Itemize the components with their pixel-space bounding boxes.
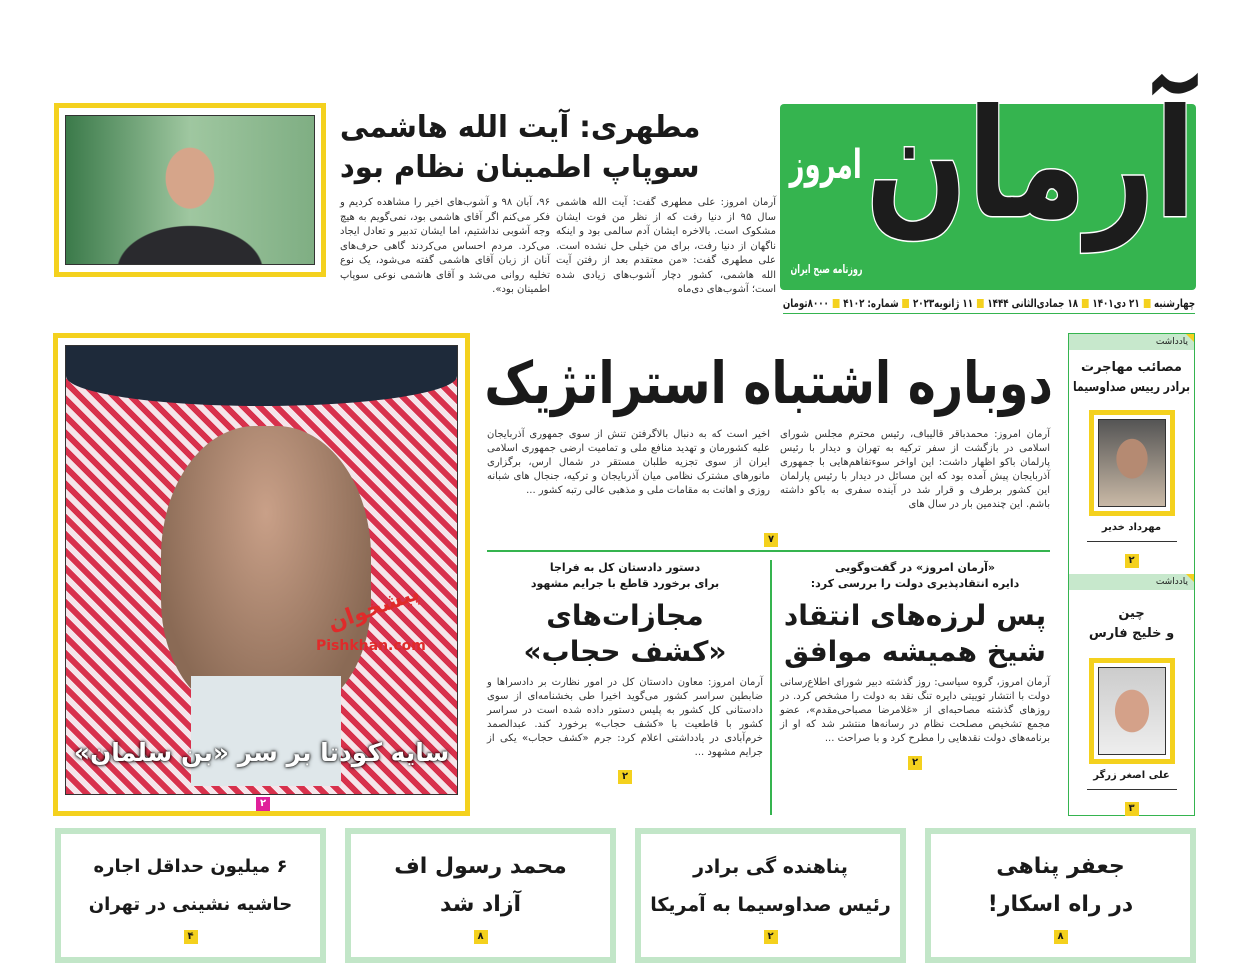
opinion-title: مصائب مهاجرت xyxy=(1081,360,1182,375)
masthead-tagline: روزنامه صبح ایران xyxy=(789,262,863,276)
bottom-story-panahi[interactable] xyxy=(925,828,1196,963)
author-photo-frame xyxy=(1089,658,1175,764)
author-name: علی اصغر زرگر xyxy=(1093,770,1170,781)
author-photo xyxy=(1098,667,1166,755)
bottom-story-rasoulof[interactable] xyxy=(345,828,616,963)
opinion-title: و خلیج فارس xyxy=(1088,626,1175,641)
bottom-headline: آزاد شد xyxy=(439,892,522,917)
issue-number: شماره: ۴۱۰۲ xyxy=(843,296,899,310)
page-badge: ۷ xyxy=(764,533,778,547)
top-story-photo[interactable] xyxy=(65,115,315,265)
page-badge: ۲ xyxy=(256,797,270,811)
date-hijri: ۱۸ جمادی‌الثانی ۱۴۴۴ xyxy=(987,296,1079,310)
date-gregorian: ۱۱ ژانویه۲۰۲۳ xyxy=(912,296,974,310)
page-badge: ۲ xyxy=(908,756,922,770)
story-headline: «کشف حجاب» xyxy=(523,635,727,668)
masthead-logo-sub: امروز xyxy=(789,142,863,188)
watermark-url: Pishkhan.com xyxy=(316,638,426,654)
bottom-story-rent[interactable] xyxy=(55,828,326,963)
price: ۸۰۰۰تومان xyxy=(782,296,829,310)
bottom-headline: محمد رسول اف xyxy=(394,854,567,879)
main-photo-frame xyxy=(53,333,470,816)
page-badge: ۳ xyxy=(1125,802,1139,816)
page-badge: ۸ xyxy=(474,930,488,944)
story-headline: مجازات‌های xyxy=(546,599,704,632)
story-kicker: «آرمان امروز» در گفت‌وگویی xyxy=(834,561,996,574)
lead-col-right: آرمان امروز: محمدباقر قالیباف، رئیس محترم مجلس شورای اسلامی در بازگشت از سفر ترکیه به تهران و دیدار با رئیس پارلمان باکو اظهار داشت: این اواخر سوءتفاهم‌هایی با جمهوری آذربایجان پیش آمده بود که این مسائل در دیدار با رئیس پارلمان این کشور برطرف و قرار شد در آینده سفری به باکو داشته باشم. این چندمین بار در سال های xyxy=(780,429,1050,510)
story-kicker: دایره انتقادپذیری دولت را بررسی کرد: xyxy=(810,577,1020,590)
opinion-title: چین xyxy=(1118,606,1145,621)
page-badge: ۸ xyxy=(1054,930,1068,944)
story-kicker: دستور دادستان کل به فراجا xyxy=(549,561,701,574)
author-photo-frame xyxy=(1089,410,1175,516)
bottom-story-asylum[interactable] xyxy=(635,828,906,963)
page-badge: ۲ xyxy=(764,930,778,944)
opinion-item[interactable] xyxy=(1069,574,1194,816)
main-photo[interactable] xyxy=(65,345,458,795)
author-name: مهرداد خدیر xyxy=(1101,522,1162,533)
main-photo-caption[interactable]: سایه کودتا بر سر «بن سلمان» xyxy=(73,738,450,767)
bottom-headline: ۶ میلیون حداقل اجاره xyxy=(93,856,288,877)
story-body: آرمان امروز: معاون دادستان کل در امور نظارت بر دادسراها و ضابطین سراسر کشور می‌گوید اخیرا طی بخشنامه‌ای از سوی دادستانی کل کشور به پلیس دستور داده شده است در سراسر کشور با قاطعیت با «کشف حجاب» برخورد کند. عبدالصمد خرم‌آبادی در یادداشتی اعلام کرد: جرم «کشف حجاب» یکی از جرایم مشهود ... xyxy=(487,677,763,758)
story-headline: پس لرزه‌های انتقاد xyxy=(783,599,1047,632)
opinion-title: برادر رییس صداوسیما xyxy=(1072,380,1191,395)
story-hijab[interactable] xyxy=(487,560,763,784)
opinion-tag: یادداشت xyxy=(1069,334,1194,350)
top-headline-line2: سوپاپ اطمینان نظام بود xyxy=(340,150,700,185)
column-divider xyxy=(770,560,772,815)
watermark-logo: پیشخوان xyxy=(324,580,424,637)
story-critique[interactable] xyxy=(780,560,1050,770)
story-headline: شیخ همیشه موافق xyxy=(784,635,1046,668)
dateline xyxy=(783,294,1195,314)
date-weekday: چهارشنبه xyxy=(1153,296,1196,310)
bottom-headline: حاشیه نشینی در تهران xyxy=(88,894,293,915)
opinion-tag: یادداشت xyxy=(1069,574,1194,590)
bottom-headline: پناهنده گی برادر xyxy=(693,856,848,878)
page-badge: ۲ xyxy=(1125,554,1139,568)
bottom-headline: جعفر پناهی xyxy=(996,854,1125,879)
top-story-photo-frame xyxy=(54,103,326,277)
lead-headline[interactable]: دوباره اشتباه استراتژیک xyxy=(484,349,1054,417)
top-headline-line1: مطهری: آیت الله هاشمی xyxy=(339,110,700,145)
page-badge: ۴ xyxy=(184,930,198,944)
masthead-logo: آرمان xyxy=(865,78,1195,252)
top-story-headline[interactable] xyxy=(340,108,700,188)
opinion-item[interactable] xyxy=(1069,334,1194,574)
section-divider xyxy=(487,550,1050,552)
page-badge: ۲ xyxy=(618,770,632,784)
date-persian: ۲۱ دی۱۴۰۱ xyxy=(1092,296,1140,310)
lead-col-left: اخیر است که به دنبال بالاگرفتن تنش از سوی جمهوری آذربایجان علیه کشورمان و تهدید منافع ملی و تمامیت ارضی جمهوری اسلامی ایران از سوی تجزیه طلبان مستقر در شمال ارس، برگزاری مانورهای مشترک نظامی میان آذربایجان و ترکیه، جنجال های شبانه روزی و اهانت به مقامات ملی و مذهبی عالی رتبه کشور ... xyxy=(487,429,770,496)
top-story-col-left: ۹۶، آبان ۹۸ و آشوب‌های اخیر را مشاهده کردیم و فکر می‌کنم اگر آقای هاشمی بود، نمی‌گویم به هیچ وجه آشوبی نداشتیم، اما ایشان تدبیر و تعادل ایجاد می‌کرد. مردم احساس می‌کردند گاهی حرف‌های آنان از زبان آقای هاشمی گفته می‌شود، یک نوع تخلیه روانی می‌شد و آقای هاشمی نوعی سوپاپ اطمینان بود». xyxy=(340,197,551,295)
top-story-col-right: آرمان امروز: علی مطهری گفت: آیت الله هاشمی سال ۹۵ از دنیا رفت که از نظر من فوت ایشان مشکوک است. بالاخره ایشان آدم سالمی بود و اینکه ناگهان از دنیا رفت، برای من خیلی حل نشده است. علی مطهری گفت: «من معتقدم بعد از رفتن آیت الله هاشمی، کشور دچار آشوب‌های زیادی شده است؛ آشوب‌های دی‌ماه xyxy=(556,197,776,295)
author-photo xyxy=(1098,419,1166,507)
bottom-headline: در راه اسکار! xyxy=(987,892,1134,917)
bottom-headline: رئیس صداوسیما به آمریکا xyxy=(650,894,891,916)
story-body: آرمان امروز، گروه سیاسی: روز گذشته دبیر شورای اطلاع‌رسانی دولت با انتشار توییتی دایره تنگ نقد به دولت را مشخص کرد. در روزهای گذشته مصاحبه‌ای از «غلامرضا مصباحی‌مقدم»، عضو مجمع تشخیص مصلحت نظام در رسانه‌ها منتشر شد که او از برنامه‌های دولت نقدهایی را مطرح کرد و با صراحت ... xyxy=(780,677,1050,744)
story-kicker: برای برخورد قاطع با جرایم مشهود xyxy=(530,577,720,590)
opinion-sidebar xyxy=(1068,333,1195,816)
